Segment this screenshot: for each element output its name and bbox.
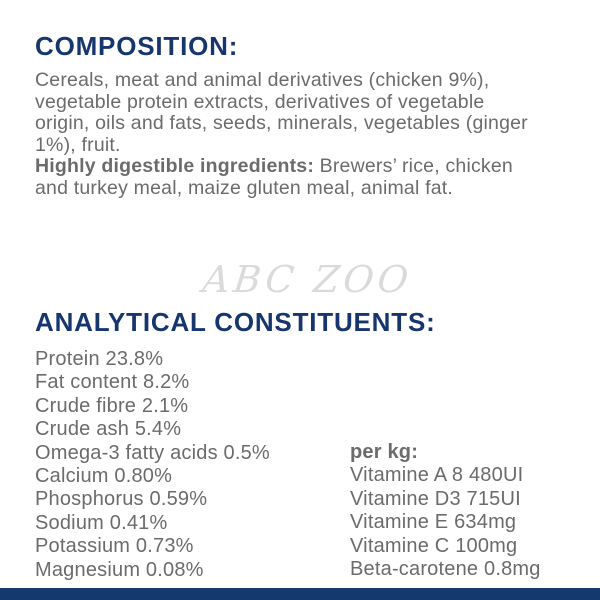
analytical-constituents-heading: ANALYTICAL CONSTITUENTS: xyxy=(35,307,436,337)
analytical-right-column xyxy=(350,441,541,581)
nutrient-item: Magnesium 0.08% xyxy=(35,558,204,581)
composition-line: Cereals, meat and animal derivatives (chicken 9%), xyxy=(35,69,490,91)
composition-line: vegetable protein extracts, derivatives of vegetable xyxy=(35,90,485,113)
composition-line: origin, oils and fats, seeds, minerals, vegetables (ginger xyxy=(35,112,528,135)
per-kg-header: per kg: xyxy=(350,441,419,463)
composition-paragraph xyxy=(35,70,595,200)
vitamin-item: Vitamine D3 715UI xyxy=(350,487,521,510)
vitamin-item: Beta-carotene 0.8mg xyxy=(350,558,541,581)
abc-zoo-watermark: ABC ZOO xyxy=(200,258,415,301)
footer-bar xyxy=(0,588,600,600)
highly-digestible-rest: Brewers’ rice, chicken xyxy=(314,155,513,178)
analytical-left-column xyxy=(35,348,270,582)
vitamin-item: Vitamine E 634mg xyxy=(350,511,517,534)
nutrient-item: Crude ash 5.4% xyxy=(35,418,182,441)
nutrient-item: Protein 23.8% xyxy=(35,348,164,370)
nutrient-item: Calcium 0.80% xyxy=(35,465,173,488)
nutrient-item: Crude fibre 2.1% xyxy=(35,394,189,417)
highly-digestible-line: and turkey meal, maize gluten meal, animal fat. xyxy=(35,176,454,199)
highly-digestible-line xyxy=(35,156,595,178)
vitamin-item: Vitamine C 100mg xyxy=(350,534,518,557)
nutrient-item: Sodium 0.41% xyxy=(35,511,168,534)
nutrient-item: Omega-3 fatty acids 0.5% xyxy=(35,441,270,464)
nutrient-item: Fat content 8.2% xyxy=(35,371,190,394)
vitamin-item: Vitamine A 8 480UI xyxy=(350,464,524,487)
composition-line: 1%), fruit. xyxy=(35,133,121,156)
highly-digestible-label: Highly digestible ingredients: xyxy=(35,155,315,178)
nutrient-item: Phosphorus 0.59% xyxy=(35,488,208,511)
nutrient-item: Potassium 0.73% xyxy=(35,535,194,558)
composition-heading: COMPOSITION: xyxy=(35,31,239,61)
